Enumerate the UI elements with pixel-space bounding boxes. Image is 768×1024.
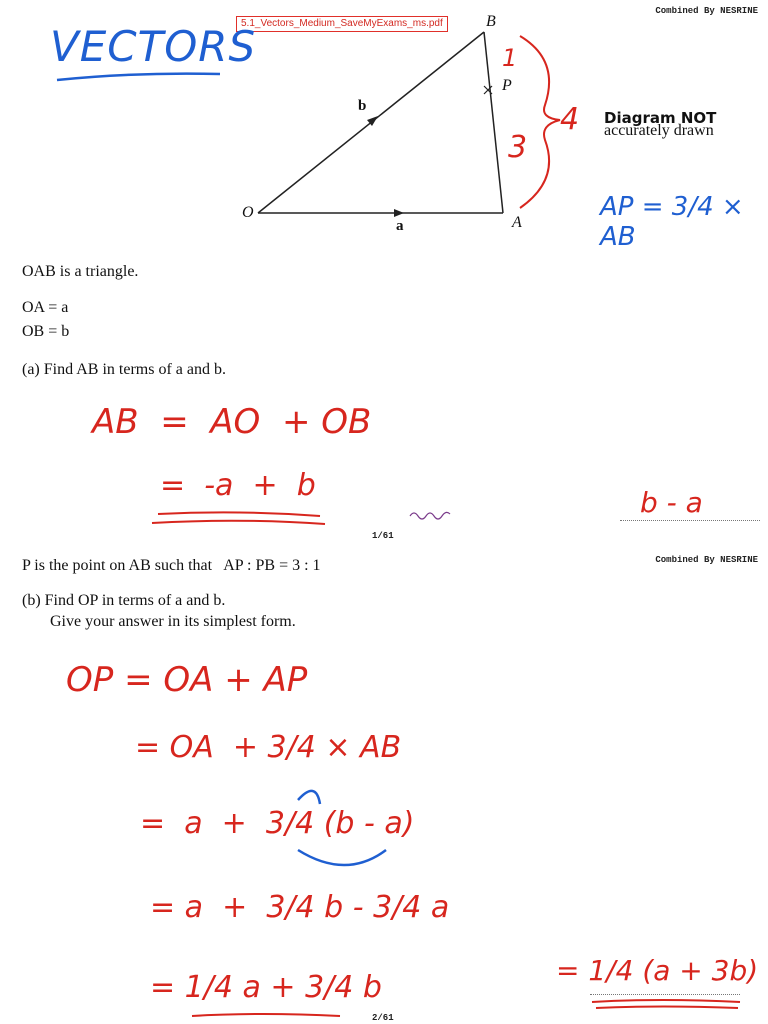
- handwritten-title: VECTORS: [50, 22, 257, 71]
- question-a: (a) Find AB in terms of a and b.: [22, 361, 226, 378]
- working-b-line2: = OA + 3/4 × AB: [135, 730, 402, 765]
- definition-oa: OA = a: [22, 299, 69, 316]
- ap-note: AP = 3/4 × AB: [600, 192, 744, 252]
- combined-label-top: Combined By NESRINE: [655, 6, 758, 16]
- file-name-label[interactable]: 5.1_Vectors_Medium_SaveMyExams_ms.pdf: [236, 16, 448, 32]
- label-a-vertex: A: [512, 214, 522, 231]
- working-b-line4: = a + 3/4 b - 3/4 a: [150, 890, 450, 925]
- answer-a-line: [620, 520, 760, 521]
- working-a-line1: AB = AO + OB: [92, 402, 372, 442]
- combined-label-page2: Combined By NESRINE: [655, 555, 758, 565]
- label-o: O: [242, 204, 254, 221]
- diagram-note-line2: accurately drawn: [604, 122, 714, 139]
- answer-b-underline: [590, 996, 750, 1012]
- working-b-line5: = 1/4 a + 3/4 b: [150, 970, 382, 1005]
- ratio-mark-3: 3: [508, 130, 528, 165]
- triangle-statement: OAB is a triangle.: [22, 263, 139, 280]
- answer-a: b - a: [640, 486, 703, 519]
- diagram-note: Diagram NOT: [604, 109, 717, 127]
- ratio-brace: [520, 36, 560, 208]
- working-b-line3: = a + 3/4 (b - a): [140, 806, 415, 841]
- label-vector-b: b: [358, 98, 367, 114]
- page-number-2: 2/61: [372, 1013, 394, 1023]
- arrow-a: [394, 209, 404, 217]
- point-p-statement: P is the point on AB such that AP : PB = 3 : 1: [22, 557, 321, 574]
- question-b-line1: (b) Find OP in terms of a and b.: [22, 592, 226, 609]
- question-b-line2: Give your answer in its simplest form.: [50, 613, 296, 630]
- label-vector-a: a: [396, 218, 404, 234]
- answer-b: = 1/4 (a + 3b): [556, 954, 759, 987]
- label-p: P: [502, 77, 512, 94]
- working-a-line2: = -a + b: [160, 468, 316, 503]
- working-b-underline: [190, 1008, 350, 1022]
- expansion-arcs: [296, 780, 416, 880]
- ratio-mark-1: 1: [502, 44, 518, 72]
- working-b-line1: OP = OA + AP: [66, 660, 308, 700]
- label-b-vertex: B: [486, 13, 496, 30]
- scribble-mark: [408, 508, 458, 522]
- answer-b-line: [590, 994, 740, 995]
- working-a-underline: [150, 508, 340, 528]
- ratio-mark-4: 4: [560, 102, 580, 137]
- page-number-1: 1/61: [372, 531, 394, 541]
- definition-ob: OB = b: [22, 323, 70, 340]
